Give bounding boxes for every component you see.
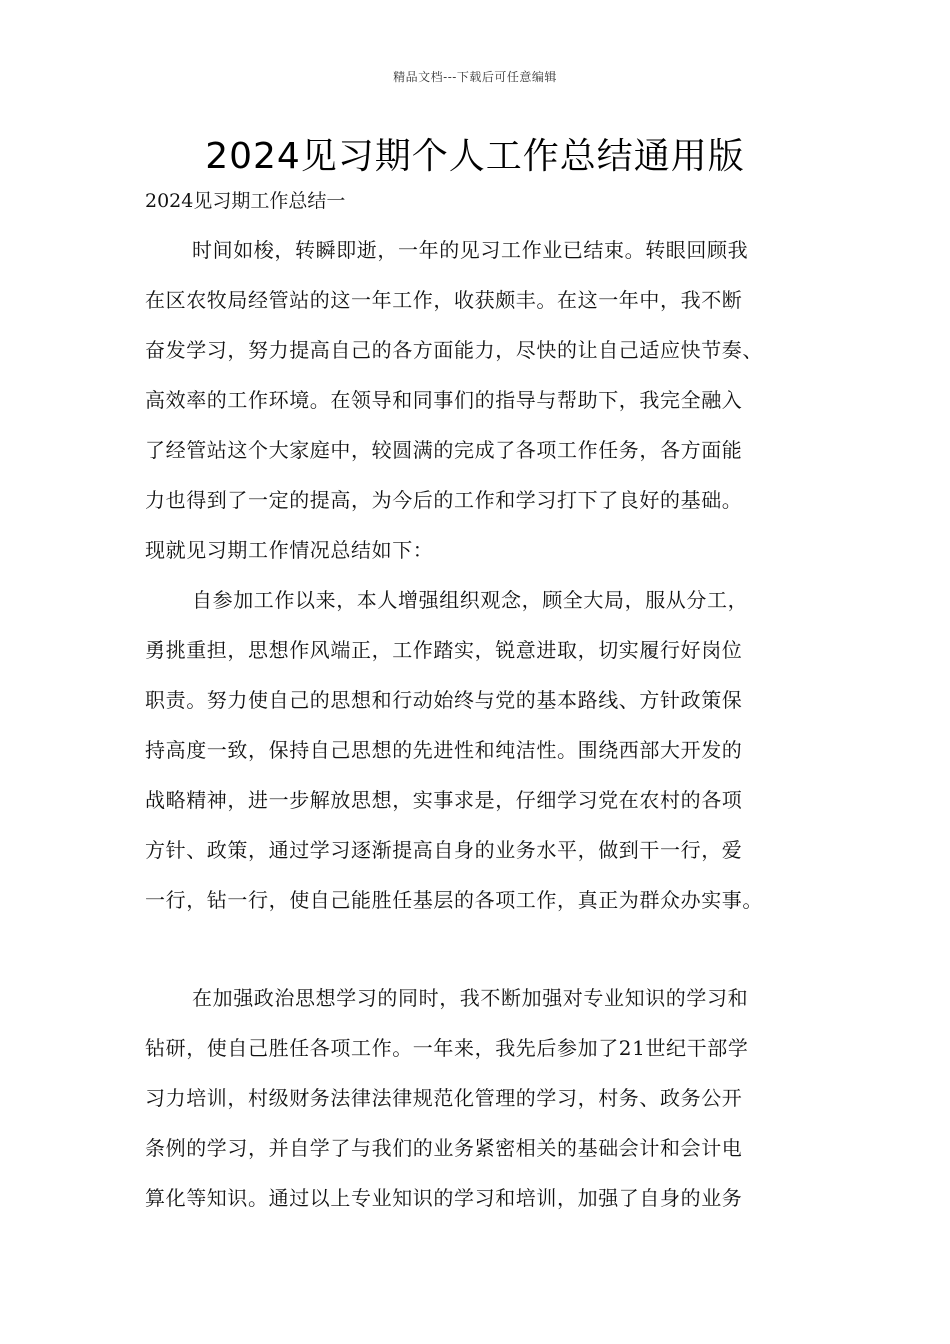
- text-line: 习力培训，村级财务法律法律规范化管理的学习，村务、政务公开: [145, 1086, 743, 1110]
- text-line: 在加强政治思想学习的同时，我不断加强对专业知识的学习和: [192, 986, 749, 1010]
- header-watermark: 精品文档---下载后可任意编辑: [393, 70, 557, 84]
- section-subtitle: 2024见习期工作总结一: [145, 190, 346, 212]
- text-line: 职责。努力使自己的思想和行动始终与党的基本路线、方针政策保: [145, 688, 743, 712]
- text-line: 战略精神，进一步解放思想，实事求是，仔细学习党在农村的各项: [145, 788, 743, 812]
- text-line: 力也得到了一定的提高，为今后的工作和学习打下了良好的基础。: [145, 488, 743, 512]
- text-line: 钻研，使自己胜任各项工作。一年来，我先后参加了21世纪干部学: [145, 1036, 749, 1060]
- text-line: 自参加工作以来，本人增强组织观念，顾全大局，服从分工，: [192, 588, 749, 612]
- text-line: 时间如梭，转瞬即逝，一年的见习工作业已结束。转眼回顾我: [192, 238, 749, 262]
- text-line: 条例的学习，并自学了与我们的业务紧密相关的基础会计和会计电: [145, 1136, 743, 1160]
- text-line: 高效率的工作环境。在领导和同事们的指导与帮助下，我完全融入: [145, 388, 743, 412]
- text-line: 持高度一致，保持自己思想的先进性和纯洁性。围绕西部大开发的: [145, 738, 743, 762]
- text-line: 一行，钻一行，使自己能胜任基层的各项工作，真正为群众办实事。: [145, 888, 763, 912]
- text-line: 算化等知识。通过以上专业知识的学习和培训，加强了自身的业务: [145, 1186, 743, 1210]
- text-line: 现就见习期工作情况总结如下：: [145, 538, 434, 562]
- text-line: 在区农牧局经管站的这一年工作，收获颇丰。在这一年中，我不断: [145, 288, 743, 312]
- text-line: 勇挑重担，思想作风端正，工作踏实，锐意进取，切实履行好岗位: [145, 638, 743, 662]
- text-line: 方针、政策，通过学习逐渐提高自身的业务水平，做到干一行，爱: [145, 838, 743, 862]
- document-title: 2024见习期个人工作总结通用版: [205, 136, 745, 177]
- text-line: 奋发学习，努力提高自己的各方面能力，尽快的让自己适应快节奏、: [145, 338, 763, 362]
- text-line: 了经管站这个大家庭中，较圆满的完成了各项工作任务，各方面能: [145, 438, 743, 462]
